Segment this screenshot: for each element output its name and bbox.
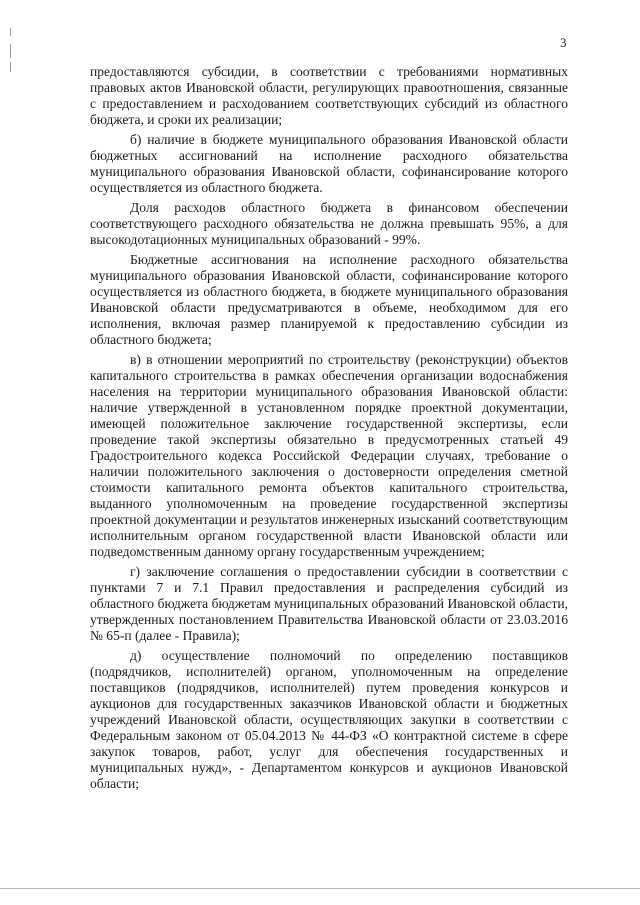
paragraph-item-b: б) наличие в бюджете муниципального образования Ивановской области бюджетных ассигнований на исполнение расходного обязательства муниципального образования Ивановской области, софинансирование которого осуществляется из областного бюджета.	[90, 132, 568, 195]
paragraph-budget-share: Доля расходов областного бюджета в финансовом обеспечении соответствующего расходного обязательства не должна превышать 95%, а для высокодотационных муниципальных образований - 99%.	[90, 200, 568, 247]
document-body	[90, 64, 568, 796]
paragraph-subsidy-requirements: предоставляются субсидии, в соответствии с требованиями нормативных правовых актов Ивановской области, регулирующих правоотношения, связанные с предоставлением и расходованием соответствующих субсидий из областного бюджета, и сроки их реализации;	[90, 64, 568, 127]
scan-edge-mark	[10, 62, 11, 72]
scan-bottom-edge	[0, 888, 640, 889]
paragraph-item-d: д) осуществление полномочий по определению поставщиков (подрядчиков, исполнителей) органом, уполномоченным на определение поставщиков (подрядчиков, исполнителей) путем проведения конкурсов и аукционов для государственных заказчиков Ивановской области и бюджетных учреждений Ивановской области, осуществляющих закупки в соответствии с Федеральным законом от 05.04.2013 № 44-ФЗ «О контрактной системе в сфере закупок товаров, работ, услуг для обеспечения государственных и муниципальных нужд», - Департаментом конкурсов и аукционов Ивановской области;	[90, 648, 568, 791]
paragraph-item-g: г) заключение соглашения о предоставлении субсидии в соответствии с пунктами 7 и 7.1 Правил предоставления и распределения субсидий из областного бюджета бюджетам муниципальных образований Ивановской области, утвержденных постановлением Правительства Ивановской области от 23.03.2016 № 65-п (далее - Правила);	[90, 564, 568, 643]
paragraph-budget-allocations: Бюджетные ассигнования на исполнение расходного обязательства муниципального образования Ивановской области, софинансирование которого осуществляется из областного бюджета, в бюджете муниципального образования Ивановской области предусматриваются в объеме, необходимом для его исполнения, включая размер планируемой к предоставлению субсидии из областного бюджета;	[90, 252, 568, 347]
page-number: 3	[560, 35, 567, 50]
scan-edge-mark	[10, 44, 11, 58]
scan-edge-mark	[10, 28, 11, 36]
paragraph-item-v: в) в отношении мероприятий по строительству (реконструкции) объектов капитального строительства в рамках обеспечения организации водоснабжения населения на территории муниципального образования Ивановской области: наличие утвержденной в установленном порядке проектной документации, имеющей положительное заключение государственной экспертизы, если проведение такой экспертизы обязательно в предусмотренных статьей 49 Градостроительного кодекса Российской Федерации случаях, требование о наличии положительного заключения о достоверности определения сметной стоимости капитального ремонта объектов капитального строительства, выданного уполномоченным на проведение государственной экспертизы проектной документации и результатов инженерных изысканий соответствующим исполнительным органом государственной власти Ивановской области или подведомственным данному органу государственным учреждением;	[90, 352, 568, 559]
